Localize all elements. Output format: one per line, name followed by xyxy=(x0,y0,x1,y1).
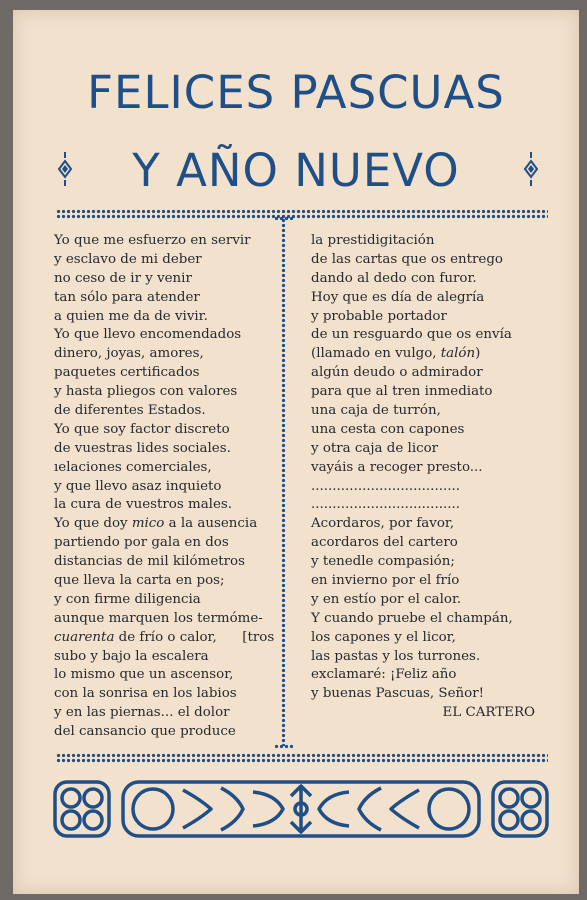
diamond-ornament-icon xyxy=(524,152,538,186)
poem-line: Yo que doy mico a la ausencia xyxy=(54,516,258,532)
poem-line: en invierno por el frío xyxy=(311,573,460,589)
poem-line: ................................... xyxy=(311,478,460,494)
poem-line: y en estío por el calor. xyxy=(311,591,462,607)
title-line-2: Y AÑO NUEVO xyxy=(132,144,460,197)
poem-line: la cura de vuestros males. xyxy=(54,497,233,513)
poem-line: y que llevo asaz inquieto xyxy=(54,478,222,494)
poem-line: dinero, joyas, amores, xyxy=(54,346,204,362)
poem-line: paquetes certificados xyxy=(54,365,200,381)
poem-line: una cesta con capones xyxy=(311,421,465,437)
poem-line: del cansancio que produce xyxy=(54,724,236,740)
poem-line: de un resguardo que os envía xyxy=(311,327,512,343)
poem-line: Y cuando pruebe el champán, xyxy=(311,610,513,626)
poem-line: y probable portador xyxy=(311,308,447,324)
title-line-1: FELICES PASCUAS xyxy=(87,66,505,119)
poem-right-column xyxy=(311,232,535,723)
postcard xyxy=(13,10,579,894)
poem-line: aunque marquen los termóme- xyxy=(54,610,263,626)
poem-line: lo mismo que un ascensor, xyxy=(54,667,234,683)
poem-line: y tenedle compasión; xyxy=(311,554,455,570)
poem-line: (llamado en vulgo, talón) xyxy=(311,346,481,362)
poem-line: exclamaré: ¡Feliz año xyxy=(311,667,457,683)
poem-line: no ceso de ir y venir xyxy=(54,270,192,286)
poem-line: Yo que llevo encomendados xyxy=(54,327,242,343)
poem-line: acordaros del cartero xyxy=(311,535,458,551)
top-dotted-rule xyxy=(56,214,548,219)
floral-border-icon xyxy=(53,776,549,842)
signature: EL CARTERO xyxy=(442,705,535,721)
poem-left-column xyxy=(54,232,274,742)
bottom-dotted-rule xyxy=(56,758,548,763)
poem-line: a quien me da de vivir. xyxy=(54,308,208,324)
poem-line: los capones y el licor, xyxy=(311,629,456,645)
poem-line: las pastas y los turrones. xyxy=(311,648,481,664)
poem-line: Yo que me esfuerzo en servir xyxy=(54,233,251,248)
poem-line: para que al tren inmediato xyxy=(311,384,493,400)
poem-line: tan sólo para atender xyxy=(54,289,200,305)
poem-line: y en las piernas... el dolor xyxy=(54,705,230,721)
poem-line: Yo que soy factor discreto xyxy=(54,421,230,437)
poem-line: algún deudo o admirador xyxy=(311,365,483,381)
poem-line: de las cartas que os entrego xyxy=(311,251,503,267)
poem-line: distancias de mil kilómetros xyxy=(54,554,245,570)
poem-line: de vuestras lides sociales. xyxy=(54,440,231,456)
poem-line: y esclavo de mi deber xyxy=(54,251,202,267)
poem-line: Acordaros, por favor, xyxy=(311,516,455,532)
poem-line: que lleva la carta en pos; xyxy=(54,573,225,589)
poem-line: de diferentes Estados. xyxy=(54,403,206,419)
poem-line: y otra caja de licor xyxy=(311,440,439,456)
poem-line: subo y bajo la escalera xyxy=(54,648,209,664)
poem-line: partiendo por gala en dos xyxy=(54,535,229,551)
poem-line: ................................... xyxy=(311,497,460,513)
poem-line: vayáis a recoger presto... xyxy=(311,459,483,475)
poem-line: la prestidigitación xyxy=(311,233,435,248)
center-dotted-divider xyxy=(281,218,286,746)
poem-line: cuarenta de frío o calor, [tros xyxy=(54,629,275,645)
poem-line: ıelaciones comerciales, xyxy=(54,459,212,475)
divider-bottom-cap xyxy=(274,744,294,749)
poem-line: con la sonrisa en los labios xyxy=(54,686,237,702)
poem-line: una caja de turrón, xyxy=(311,403,441,419)
poem-line: dando al dedo con furor. xyxy=(311,270,477,286)
poem-line: y hasta pliegos con valores xyxy=(54,384,238,400)
poem-line: y con firme diligencia xyxy=(54,591,201,607)
poem-line: Hoy que es día de alegría xyxy=(311,289,485,305)
poem-line: y buenas Pascuas, Señor! xyxy=(311,686,484,702)
